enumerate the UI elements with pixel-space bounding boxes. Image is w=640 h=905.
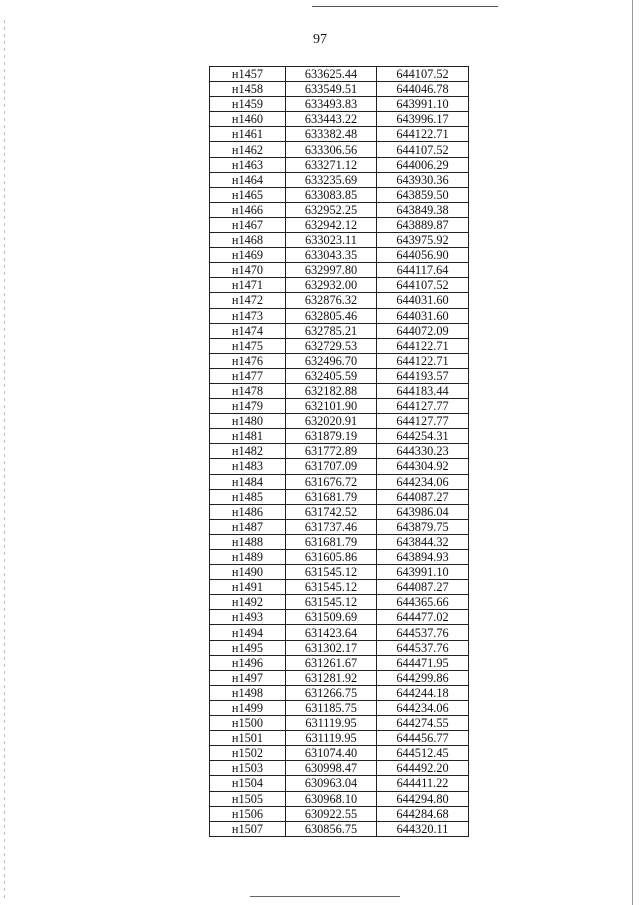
x-coordinate-cell: 633023.11	[286, 233, 377, 248]
table-row	[210, 429, 469, 444]
y-coordinate-cell: 644411.22	[377, 776, 469, 791]
point-id-cell: н1482	[210, 444, 286, 459]
y-coordinate-cell: 644031.60	[377, 308, 469, 323]
y-coordinate-cell: 644046.78	[377, 82, 469, 97]
y-coordinate-cell: 643859.50	[377, 187, 469, 202]
table-row	[210, 202, 469, 217]
table-row	[210, 142, 469, 157]
point-id-cell: н1477	[210, 368, 286, 383]
x-coordinate-cell: 632932.00	[286, 278, 377, 293]
table-row	[210, 112, 469, 127]
coordinates-table-body	[210, 67, 469, 837]
x-coordinate-cell: 631545.12	[286, 580, 377, 595]
table-row	[210, 610, 469, 625]
x-coordinate-cell: 631772.89	[286, 444, 377, 459]
y-coordinate-cell: 644127.77	[377, 414, 469, 429]
y-coordinate-cell: 643930.36	[377, 172, 469, 187]
table-row	[210, 263, 469, 278]
y-coordinate-cell: 644492.20	[377, 761, 469, 776]
x-coordinate-cell: 633235.69	[286, 172, 377, 187]
table-row	[210, 97, 469, 112]
point-id-cell: н1462	[210, 142, 286, 157]
table-row	[210, 534, 469, 549]
y-coordinate-cell: 643986.04	[377, 504, 469, 519]
table-row	[210, 655, 469, 670]
coordinates-table	[209, 66, 469, 837]
table-row	[210, 700, 469, 715]
y-coordinate-cell: 644127.77	[377, 399, 469, 414]
point-id-cell: н1476	[210, 353, 286, 368]
table-row	[210, 806, 469, 821]
x-coordinate-cell: 633549.51	[286, 82, 377, 97]
y-coordinate-cell: 644537.76	[377, 640, 469, 655]
y-coordinate-cell: 644294.80	[377, 791, 469, 806]
point-id-cell: н1506	[210, 806, 286, 821]
x-coordinate-cell: 631509.69	[286, 610, 377, 625]
table-row	[210, 248, 469, 263]
point-id-cell: н1481	[210, 429, 286, 444]
y-coordinate-cell: 644304.92	[377, 459, 469, 474]
point-id-cell: н1507	[210, 821, 286, 836]
table-row	[210, 716, 469, 731]
table-row	[210, 82, 469, 97]
y-coordinate-cell: 644234.06	[377, 700, 469, 715]
x-coordinate-cell: 632805.46	[286, 308, 377, 323]
y-coordinate-cell: 644107.52	[377, 278, 469, 293]
table-row	[210, 308, 469, 323]
x-coordinate-cell: 632101.90	[286, 399, 377, 414]
table-row	[210, 504, 469, 519]
point-id-cell: н1475	[210, 338, 286, 353]
point-id-cell: н1461	[210, 127, 286, 142]
x-coordinate-cell: 633083.85	[286, 187, 377, 202]
x-coordinate-cell: 631185.75	[286, 700, 377, 715]
left-scan-edge	[4, 20, 5, 900]
y-coordinate-cell: 644234.06	[377, 474, 469, 489]
point-id-cell: н1495	[210, 640, 286, 655]
x-coordinate-cell: 631266.75	[286, 685, 377, 700]
y-coordinate-cell: 644244.18	[377, 685, 469, 700]
x-coordinate-cell: 633306.56	[286, 142, 377, 157]
y-coordinate-cell: 644537.76	[377, 625, 469, 640]
table-row	[210, 368, 469, 383]
point-id-cell: н1480	[210, 414, 286, 429]
point-id-cell: н1465	[210, 187, 286, 202]
y-coordinate-cell: 644193.57	[377, 368, 469, 383]
point-id-cell: н1458	[210, 82, 286, 97]
table-row	[210, 217, 469, 232]
x-coordinate-cell: 631281.92	[286, 670, 377, 685]
y-coordinate-cell: 644056.90	[377, 248, 469, 263]
y-coordinate-cell: 644107.52	[377, 67, 469, 82]
table-row	[210, 127, 469, 142]
x-coordinate-cell: 631545.12	[286, 565, 377, 580]
point-id-cell: н1483	[210, 459, 286, 474]
y-coordinate-cell: 643991.10	[377, 97, 469, 112]
table-row	[210, 761, 469, 776]
x-coordinate-cell: 632785.21	[286, 323, 377, 338]
table-row	[210, 791, 469, 806]
table-row	[210, 776, 469, 791]
y-coordinate-cell: 644330.23	[377, 444, 469, 459]
y-coordinate-cell: 644122.71	[377, 338, 469, 353]
x-coordinate-cell: 633271.12	[286, 157, 377, 172]
table-row	[210, 414, 469, 429]
point-id-cell: н1469	[210, 248, 286, 263]
point-id-cell: н1493	[210, 610, 286, 625]
table-row	[210, 444, 469, 459]
x-coordinate-cell: 630856.75	[286, 821, 377, 836]
y-coordinate-cell: 644284.68	[377, 806, 469, 821]
y-coordinate-cell: 643975.92	[377, 233, 469, 248]
table-row	[210, 625, 469, 640]
table-row	[210, 474, 469, 489]
y-coordinate-cell: 644456.77	[377, 731, 469, 746]
y-coordinate-cell: 644365.66	[377, 595, 469, 610]
table-row	[210, 550, 469, 565]
x-coordinate-cell: 631545.12	[286, 595, 377, 610]
x-coordinate-cell: 631681.79	[286, 489, 377, 504]
x-coordinate-cell: 631742.52	[286, 504, 377, 519]
table-row	[210, 459, 469, 474]
table-row	[210, 746, 469, 761]
y-coordinate-cell: 644299.86	[377, 670, 469, 685]
x-coordinate-cell: 631119.95	[286, 731, 377, 746]
y-coordinate-cell: 644274.55	[377, 716, 469, 731]
table-row	[210, 731, 469, 746]
x-coordinate-cell: 631737.46	[286, 519, 377, 534]
y-coordinate-cell: 644122.71	[377, 127, 469, 142]
point-id-cell: н1484	[210, 474, 286, 489]
table-row	[210, 489, 469, 504]
page-number: 97	[313, 32, 327, 47]
point-id-cell: н1460	[210, 112, 286, 127]
x-coordinate-cell: 631605.86	[286, 550, 377, 565]
point-id-cell: н1491	[210, 580, 286, 595]
x-coordinate-cell: 632729.53	[286, 338, 377, 353]
x-coordinate-cell: 632997.80	[286, 263, 377, 278]
y-coordinate-cell: 644031.60	[377, 293, 469, 308]
y-coordinate-cell: 643844.32	[377, 534, 469, 549]
point-id-cell: н1472	[210, 293, 286, 308]
x-coordinate-cell: 632020.91	[286, 414, 377, 429]
y-coordinate-cell: 644087.27	[377, 580, 469, 595]
x-coordinate-cell: 631879.19	[286, 429, 377, 444]
point-id-cell: н1485	[210, 489, 286, 504]
point-id-cell: н1492	[210, 595, 286, 610]
point-id-cell: н1473	[210, 308, 286, 323]
point-id-cell: н1457	[210, 67, 286, 82]
point-id-cell: н1503	[210, 761, 286, 776]
table-row	[210, 323, 469, 338]
x-coordinate-cell: 630922.55	[286, 806, 377, 821]
x-coordinate-cell: 631261.67	[286, 655, 377, 670]
y-coordinate-cell: 644183.44	[377, 383, 469, 398]
y-coordinate-cell: 643894.93	[377, 550, 469, 565]
table-row	[210, 353, 469, 368]
x-coordinate-cell: 631074.40	[286, 746, 377, 761]
top-rule	[312, 6, 498, 7]
point-id-cell: н1489	[210, 550, 286, 565]
x-coordinate-cell: 631119.95	[286, 716, 377, 731]
table-row	[210, 293, 469, 308]
x-coordinate-cell: 631302.17	[286, 640, 377, 655]
y-coordinate-cell: 644122.71	[377, 353, 469, 368]
y-coordinate-cell: 644072.09	[377, 323, 469, 338]
table-row	[210, 157, 469, 172]
point-id-cell: н1500	[210, 716, 286, 731]
x-coordinate-cell: 633625.44	[286, 67, 377, 82]
x-coordinate-cell: 630998.47	[286, 761, 377, 776]
x-coordinate-cell: 633043.35	[286, 248, 377, 263]
table-row	[210, 565, 469, 580]
point-id-cell: н1474	[210, 323, 286, 338]
table-row	[210, 821, 469, 836]
bottom-rule	[250, 896, 400, 897]
x-coordinate-cell: 630963.04	[286, 776, 377, 791]
x-coordinate-cell: 631707.09	[286, 459, 377, 474]
table-row	[210, 187, 469, 202]
x-coordinate-cell: 632942.12	[286, 217, 377, 232]
point-id-cell: н1471	[210, 278, 286, 293]
table-row	[210, 67, 469, 82]
x-coordinate-cell: 631423.64	[286, 625, 377, 640]
y-coordinate-cell: 644320.11	[377, 821, 469, 836]
point-id-cell: н1502	[210, 746, 286, 761]
point-id-cell: н1486	[210, 504, 286, 519]
y-coordinate-cell: 644006.29	[377, 157, 469, 172]
y-coordinate-cell: 643889.87	[377, 217, 469, 232]
table-row	[210, 383, 469, 398]
y-coordinate-cell: 644477.02	[377, 610, 469, 625]
table-row	[210, 595, 469, 610]
y-coordinate-cell: 643879.75	[377, 519, 469, 534]
table-row	[210, 233, 469, 248]
y-coordinate-cell: 644107.52	[377, 142, 469, 157]
x-coordinate-cell: 632496.70	[286, 353, 377, 368]
table-row	[210, 338, 469, 353]
y-coordinate-cell: 644512.45	[377, 746, 469, 761]
table-row	[210, 580, 469, 595]
point-id-cell: н1505	[210, 791, 286, 806]
point-id-cell: н1467	[210, 217, 286, 232]
point-id-cell: н1478	[210, 383, 286, 398]
table-row	[210, 399, 469, 414]
point-id-cell: н1468	[210, 233, 286, 248]
point-id-cell: н1490	[210, 565, 286, 580]
point-id-cell: н1504	[210, 776, 286, 791]
y-coordinate-cell: 644254.31	[377, 429, 469, 444]
y-coordinate-cell: 644117.64	[377, 263, 469, 278]
x-coordinate-cell: 632182.88	[286, 383, 377, 398]
x-coordinate-cell: 631681.79	[286, 534, 377, 549]
x-coordinate-cell: 630968.10	[286, 791, 377, 806]
x-coordinate-cell: 633382.48	[286, 127, 377, 142]
table-row	[210, 685, 469, 700]
point-id-cell: н1470	[210, 263, 286, 278]
point-id-cell: н1488	[210, 534, 286, 549]
y-coordinate-cell: 643991.10	[377, 565, 469, 580]
point-id-cell: н1498	[210, 685, 286, 700]
y-coordinate-cell: 643849.38	[377, 202, 469, 217]
table-row	[210, 172, 469, 187]
table-row	[210, 640, 469, 655]
x-coordinate-cell: 632952.25	[286, 202, 377, 217]
x-coordinate-cell: 633493.83	[286, 97, 377, 112]
right-scan-edge	[632, 0, 633, 905]
y-coordinate-cell: 644087.27	[377, 489, 469, 504]
point-id-cell: н1479	[210, 399, 286, 414]
x-coordinate-cell: 632876.32	[286, 293, 377, 308]
y-coordinate-cell: 644471.95	[377, 655, 469, 670]
x-coordinate-cell: 633443.22	[286, 112, 377, 127]
point-id-cell: н1499	[210, 700, 286, 715]
point-id-cell: н1496	[210, 655, 286, 670]
point-id-cell: н1494	[210, 625, 286, 640]
point-id-cell: н1497	[210, 670, 286, 685]
point-id-cell: н1501	[210, 731, 286, 746]
point-id-cell: н1464	[210, 172, 286, 187]
table-row	[210, 670, 469, 685]
x-coordinate-cell: 632405.59	[286, 368, 377, 383]
point-id-cell: н1459	[210, 97, 286, 112]
y-coordinate-cell: 643996.17	[377, 112, 469, 127]
table-row	[210, 519, 469, 534]
x-coordinate-cell: 631676.72	[286, 474, 377, 489]
point-id-cell: н1487	[210, 519, 286, 534]
point-id-cell: н1466	[210, 202, 286, 217]
point-id-cell: н1463	[210, 157, 286, 172]
table-row	[210, 278, 469, 293]
